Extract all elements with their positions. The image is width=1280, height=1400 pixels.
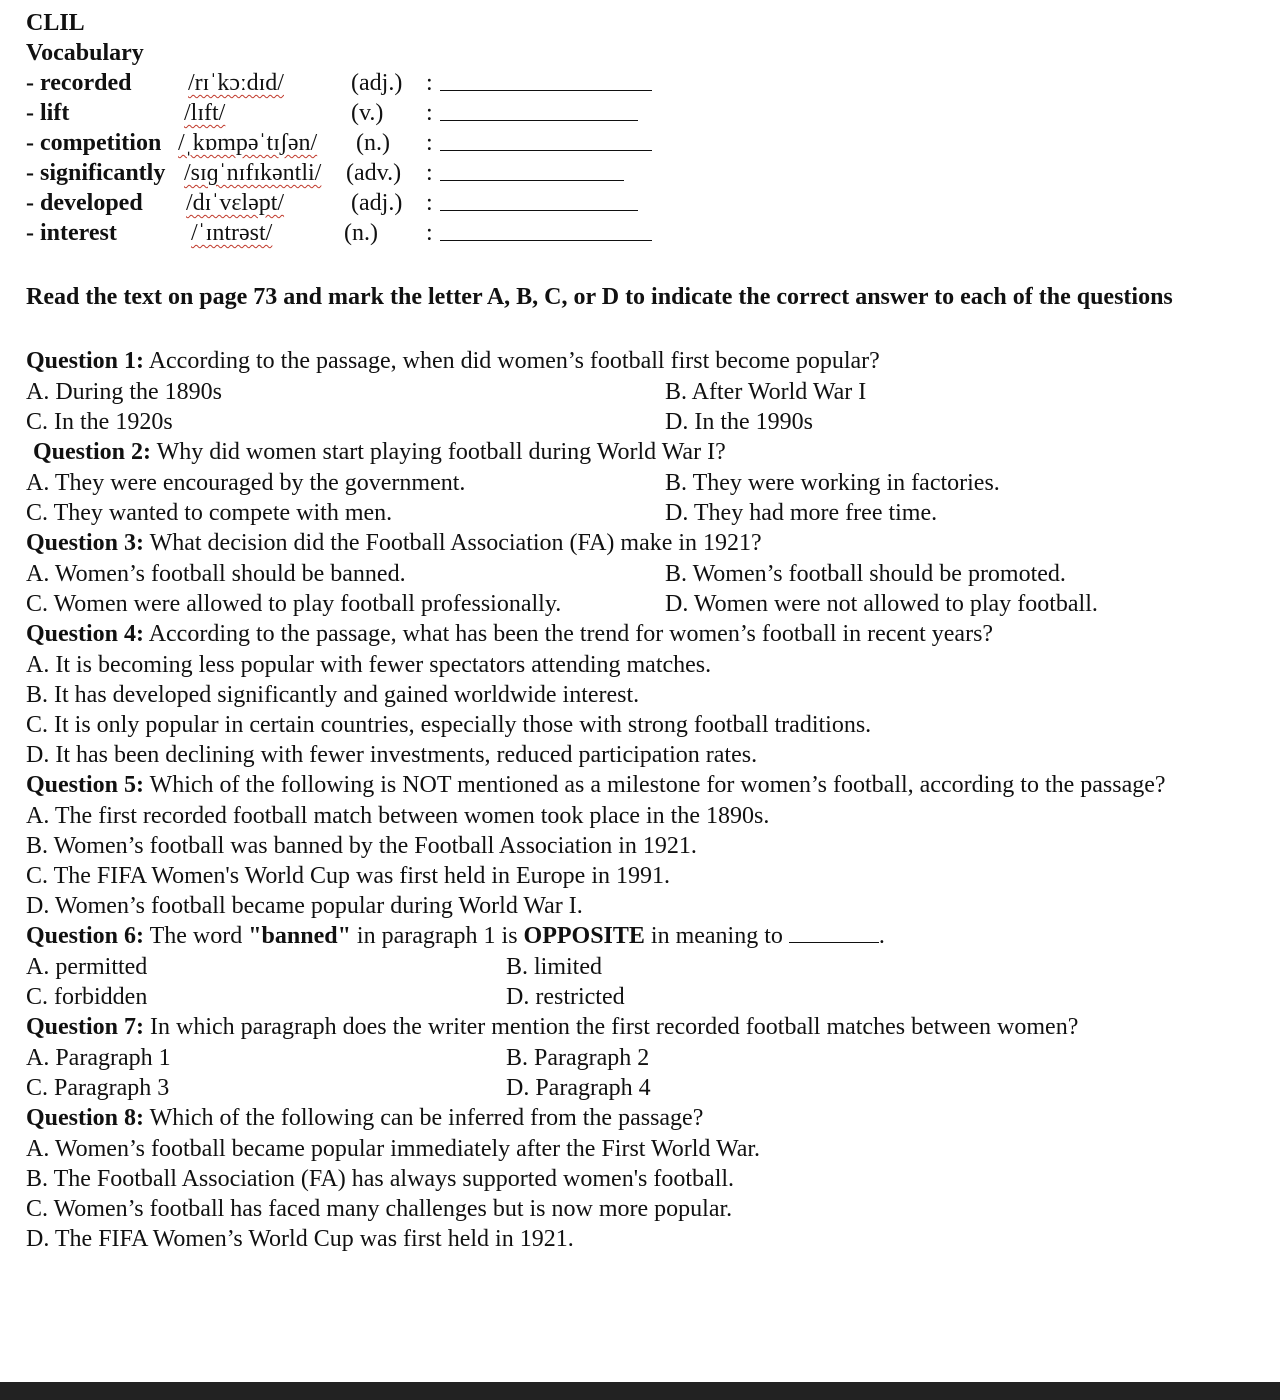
bottom-bar: [0, 1382, 1280, 1400]
vocab-answer-blank[interactable]: [440, 210, 638, 211]
vocab-ipa: /lɪft/: [184, 100, 226, 126]
option-d[interactable]: D. They had more free time.: [665, 500, 938, 526]
option-c[interactable]: C. Women’s football has faced many challenges but is now more popular.: [26, 1196, 733, 1222]
option-c[interactable]: C. The FIFA Women's World Cup was first held in Europe in 1991.: [26, 863, 670, 889]
option-b[interactable]: B. They were working in factories.: [665, 470, 1000, 496]
question-5: [26, 770, 1256, 921]
vocab-word: - developed: [26, 190, 143, 216]
option-c[interactable]: C. Paragraph 3: [26, 1075, 170, 1101]
question-2: [26, 437, 1256, 528]
question-keyword: "banned": [248, 923, 351, 949]
instruction-text: Read the text on page 73 and mark the letter A, B, C, or D to indicate the correct answer to each of the questions: [26, 284, 1173, 310]
vocab-answer-blank[interactable]: [440, 90, 652, 91]
vocab-item: [26, 68, 1256, 98]
question-3: [26, 528, 1256, 619]
vocab-answer-blank[interactable]: [440, 120, 638, 121]
option-a[interactable]: A. Women’s football should be banned.: [26, 561, 406, 587]
option-c[interactable]: C. It is only popular in certain countries, especially those with strong football traditions.: [26, 712, 872, 738]
vocabulary-list: [26, 68, 1256, 248]
option-b[interactable]: B. limited: [506, 954, 602, 980]
vocab-colon: :: [426, 190, 433, 216]
question-text: According to the passage, what has been the trend for women’s football in recent years?: [144, 621, 994, 647]
option-a[interactable]: A. They were encouraged by the government.: [26, 470, 466, 496]
vocabulary-heading: Vocabulary: [26, 40, 144, 66]
option-a[interactable]: A. It is becoming less popular with fewer spectators attending matches.: [26, 652, 712, 678]
worksheet: [26, 8, 1256, 1254]
question-text: Which of the following can be inferred from the passage?: [144, 1105, 704, 1131]
option-b[interactable]: B. Paragraph 2: [506, 1045, 650, 1071]
question-label: Question 4:: [26, 621, 145, 647]
option-d[interactable]: D. It has been declining with fewer investments, reduced participation rates.: [26, 742, 758, 768]
question-8: [26, 1103, 1256, 1254]
question-list: [26, 346, 1256, 1254]
question-text: The word: [144, 923, 249, 949]
vocab-pos: (n.): [356, 130, 390, 156]
vocab-pos: (adj.): [351, 190, 403, 216]
question-label: Question 6:: [26, 923, 145, 949]
option-a[interactable]: A. Paragraph 1: [26, 1045, 171, 1071]
vocab-pos: (n.): [344, 220, 378, 246]
question-4: [26, 619, 1256, 770]
option-b[interactable]: B. Women’s football was banned by the Football Association in 1921.: [26, 833, 697, 859]
vocab-ipa: /dɪˈvɛləpt/: [186, 190, 285, 216]
answer-blank[interactable]: [789, 924, 879, 943]
vocab-colon: :: [426, 130, 433, 156]
vocab-ipa: /rɪˈkɔːdɪd/: [188, 70, 284, 96]
question-text: In which paragraph does the writer mention the first recorded football matches between women?: [144, 1014, 1079, 1040]
vocab-word: - interest: [26, 220, 117, 246]
question-1: [26, 346, 1256, 437]
vocab-ipa: /sɪɡˈnɪfɪkəntli/: [184, 160, 322, 186]
vocab-pos: (v.): [351, 100, 384, 126]
vocab-pos: (adj.): [351, 70, 403, 96]
option-a[interactable]: A. During the 1890s: [26, 379, 222, 405]
question-label: Question 7:: [26, 1014, 145, 1040]
question-emphasis: OPPOSITE: [523, 923, 645, 949]
vocab-pos: (adv.): [346, 160, 402, 186]
question-period: .: [878, 923, 885, 949]
vocab-colon: :: [426, 220, 433, 246]
vocab-item: [26, 98, 1256, 128]
vocab-word: - recorded: [26, 70, 132, 96]
option-b[interactable]: B. The Football Association (FA) has always supported women's football.: [26, 1166, 735, 1192]
option-c[interactable]: C. Women were allowed to play football professionally.: [26, 591, 562, 617]
question-text: in meaning to: [644, 923, 789, 949]
vocab-word: - competition: [26, 130, 162, 156]
question-text: According to the passage, when did women’s football first become popular?: [144, 348, 880, 374]
vocab-item: [26, 218, 1256, 248]
option-a[interactable]: A. Women’s football became popular immediately after the First World War.: [26, 1136, 761, 1162]
option-d[interactable]: D. Women’s football became popular during World War I.: [26, 893, 583, 919]
option-c[interactable]: C. In the 1920s: [26, 409, 173, 435]
question-label: Question 5:: [26, 772, 145, 798]
vocab-ipa: /ˈɪntrəst/: [191, 220, 273, 246]
vocab-word: - significantly: [26, 160, 166, 186]
document-title: CLIL: [26, 10, 85, 36]
option-c[interactable]: C. forbidden: [26, 984, 148, 1010]
option-d[interactable]: D. restricted: [506, 984, 625, 1010]
question-label: Question 3:: [26, 530, 145, 556]
vocab-word: - lift: [26, 100, 70, 126]
vocab-answer-blank[interactable]: [440, 180, 624, 181]
question-text: in paragraph 1 is: [350, 923, 524, 949]
option-d[interactable]: D. Women were not allowed to play football.: [665, 591, 1098, 617]
vocab-ipa: /ˌkɒmpəˈtɪʃən/: [178, 130, 318, 156]
option-d[interactable]: D. Paragraph 4: [506, 1075, 651, 1101]
option-a[interactable]: A. permitted: [26, 954, 148, 980]
question-6: [26, 921, 1256, 1012]
question-text: What decision did the Football Association (FA) make in 1921?: [144, 530, 762, 556]
vocab-colon: :: [426, 70, 433, 96]
option-d[interactable]: D. In the 1990s: [665, 409, 813, 435]
question-label: Question 1:: [26, 348, 145, 374]
vocab-answer-blank[interactable]: [440, 240, 652, 241]
vocab-item: [26, 188, 1256, 218]
vocab-item: [26, 128, 1256, 158]
question-text: Why did women start playing football during World War I?: [151, 439, 726, 465]
question-label: Question 2:: [33, 439, 152, 465]
vocab-item: [26, 158, 1256, 188]
option-d[interactable]: D. The FIFA Women’s World Cup was first held in 1921.: [26, 1226, 574, 1252]
option-b[interactable]: B. Women’s football should be promoted.: [665, 561, 1066, 587]
option-b[interactable]: B. After World War I: [665, 379, 867, 405]
option-b[interactable]: B. It has developed significantly and gained worldwide interest.: [26, 682, 640, 708]
question-text: Which of the following is NOT mentioned as a milestone for women’s football, according to the passage?: [144, 772, 1166, 798]
vocab-colon: :: [426, 160, 433, 186]
vocab-colon: :: [426, 100, 433, 126]
question-label: Question 8:: [26, 1105, 145, 1131]
option-a[interactable]: A. The first recorded football match between women took place in the 1890s.: [26, 803, 770, 829]
option-c[interactable]: C. They wanted to compete with men.: [26, 500, 393, 526]
question-7: [26, 1012, 1256, 1103]
vocab-answer-blank[interactable]: [440, 150, 652, 151]
